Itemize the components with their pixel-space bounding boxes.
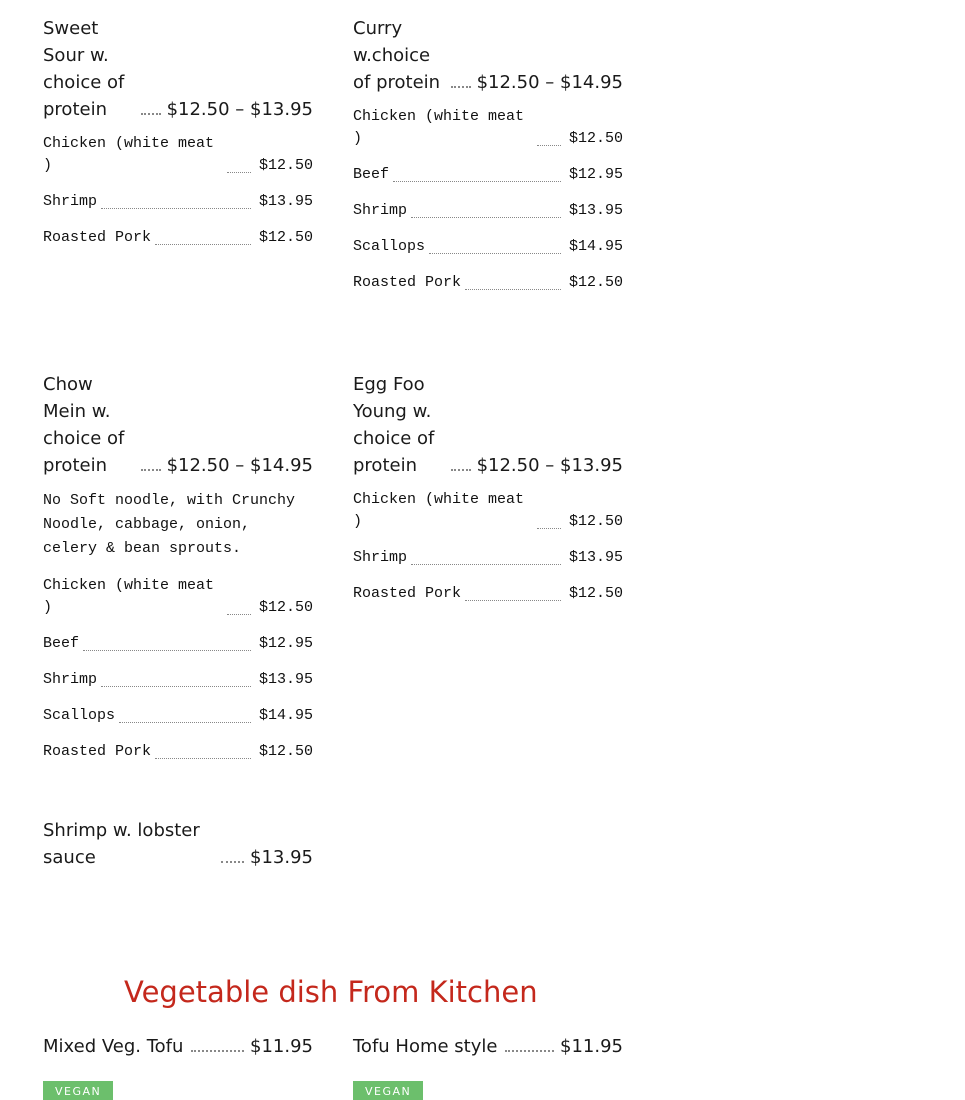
menu-item-egg-foo-young	[353, 371, 623, 619]
item-price: $11.95	[560, 1036, 623, 1057]
option-name: Roasted Pork	[353, 274, 462, 291]
option-row	[353, 236, 623, 258]
option-name: Shrimp	[353, 202, 408, 219]
option-name: Chicken (white meat )	[43, 577, 215, 616]
dot-leader	[465, 600, 561, 601]
item-name: Chow Mein w. choice of protein	[43, 374, 125, 476]
option-row	[43, 575, 313, 619]
option-price: $12.50	[258, 157, 313, 174]
dot-leader	[191, 1050, 244, 1052]
option-price: $12.95	[568, 166, 623, 183]
option-name: Roasted Pork	[43, 743, 152, 760]
option-name: Shrimp	[43, 193, 98, 210]
option-name: Scallops	[43, 707, 116, 724]
item-name: Egg Foo Young w. choice of protein	[353, 374, 435, 476]
item-name: Sweet Sour w. choice of protein	[43, 18, 125, 120]
dot-leader	[451, 469, 471, 471]
option-price: $13.95	[258, 193, 313, 210]
option-row	[353, 583, 623, 605]
menu-item-shrimp-lobster-sauce	[43, 817, 313, 871]
option-price: $12.50	[568, 585, 623, 602]
option-name: Beef	[43, 635, 80, 652]
dot-leader	[393, 181, 561, 182]
option-row	[353, 489, 623, 533]
item-price: $12.50 – $13.95	[166, 99, 313, 120]
option-name: Beef	[353, 166, 390, 183]
item-title-row	[43, 15, 313, 123]
option-name: Roasted Pork	[353, 585, 462, 602]
option-price: $13.95	[568, 202, 623, 219]
item-price: $13.95	[250, 847, 313, 868]
option-row	[353, 106, 623, 150]
item-name: Shrimp w. lobster sauce	[43, 820, 200, 868]
option-price: $12.50	[258, 743, 313, 760]
option-price: $12.50	[568, 274, 623, 291]
option-row	[353, 200, 623, 222]
menu-item-curry	[353, 15, 623, 308]
dot-leader	[227, 172, 251, 173]
option-list	[353, 106, 623, 294]
option-name: Chicken (white meat )	[353, 108, 525, 147]
option-row	[43, 741, 313, 763]
item-price: $11.95	[250, 1036, 313, 1057]
vegan-badge: VEGAN	[353, 1081, 423, 1100]
option-name: Chicken (white meat )	[43, 135, 215, 174]
dot-leader	[221, 861, 244, 863]
dot-leader	[537, 528, 561, 529]
option-row	[43, 669, 313, 691]
option-row	[353, 272, 623, 294]
option-price: $12.95	[258, 635, 313, 652]
dot-leader	[411, 564, 561, 565]
option-price: $12.50	[258, 229, 313, 246]
option-name: Shrimp	[43, 671, 98, 688]
option-row	[43, 191, 313, 213]
item-name: Tofu Home style	[353, 1036, 498, 1057]
option-price: $14.95	[258, 707, 313, 724]
dot-leader	[465, 289, 561, 290]
menu-item-tofu-home-style	[353, 1033, 623, 1060]
dot-leader	[141, 469, 161, 471]
item-description: No Soft noodle, with Crunchy Noodle, cabbage, onion, celery & bean sprouts.	[43, 492, 296, 557]
item-title-row	[353, 371, 623, 479]
option-list	[353, 489, 623, 605]
dot-leader	[411, 217, 561, 218]
item-price: $12.50 – $14.95	[166, 455, 313, 476]
option-name: Roasted Pork	[43, 229, 152, 246]
item-price: $12.50 – $14.95	[476, 72, 623, 93]
option-price: $12.50	[258, 599, 313, 616]
option-row	[43, 705, 313, 727]
dot-leader	[429, 253, 561, 254]
menu-item-sweet-sour	[43, 15, 313, 263]
option-list	[43, 575, 313, 763]
option-row	[353, 164, 623, 186]
dot-leader	[155, 758, 251, 759]
option-name: Chicken (white meat )	[353, 491, 525, 530]
option-price: $14.95	[568, 238, 623, 255]
option-row	[43, 133, 313, 177]
dot-leader	[451, 86, 471, 88]
item-title-row	[43, 817, 313, 871]
dot-leader	[101, 208, 251, 209]
item-title-row	[43, 1033, 313, 1060]
dot-leader	[155, 244, 251, 245]
dot-leader	[505, 1050, 554, 1052]
option-row	[43, 227, 313, 249]
dot-leader	[537, 145, 561, 146]
option-name: Shrimp	[353, 549, 408, 566]
item-name: Mixed Veg. Tofu	[43, 1036, 184, 1057]
dot-leader	[119, 722, 251, 723]
option-price: $12.50	[568, 513, 623, 530]
section-heading-vegetable: Vegetable dish From Kitchen	[124, 975, 538, 1009]
dot-leader	[227, 614, 251, 615]
option-name: Scallops	[353, 238, 426, 255]
option-price: $13.95	[568, 549, 623, 566]
menu-item-chow-mein	[43, 371, 313, 777]
dot-leader	[141, 113, 161, 115]
option-row	[43, 633, 313, 655]
option-price: $13.95	[258, 671, 313, 688]
item-title-row	[353, 1033, 623, 1060]
option-price: $12.50	[568, 130, 623, 147]
vegan-badge: VEGAN	[43, 1081, 113, 1100]
dot-leader	[101, 686, 251, 687]
item-price: $12.50 – $13.95	[476, 455, 623, 476]
menu-item-mixed-veg-tofu	[43, 1033, 313, 1060]
item-title-row	[43, 371, 313, 479]
item-name: Curry w.choice of protein	[353, 18, 441, 93]
option-row	[353, 547, 623, 569]
item-title-row	[353, 15, 623, 96]
dot-leader	[83, 650, 251, 651]
option-list	[43, 133, 313, 249]
